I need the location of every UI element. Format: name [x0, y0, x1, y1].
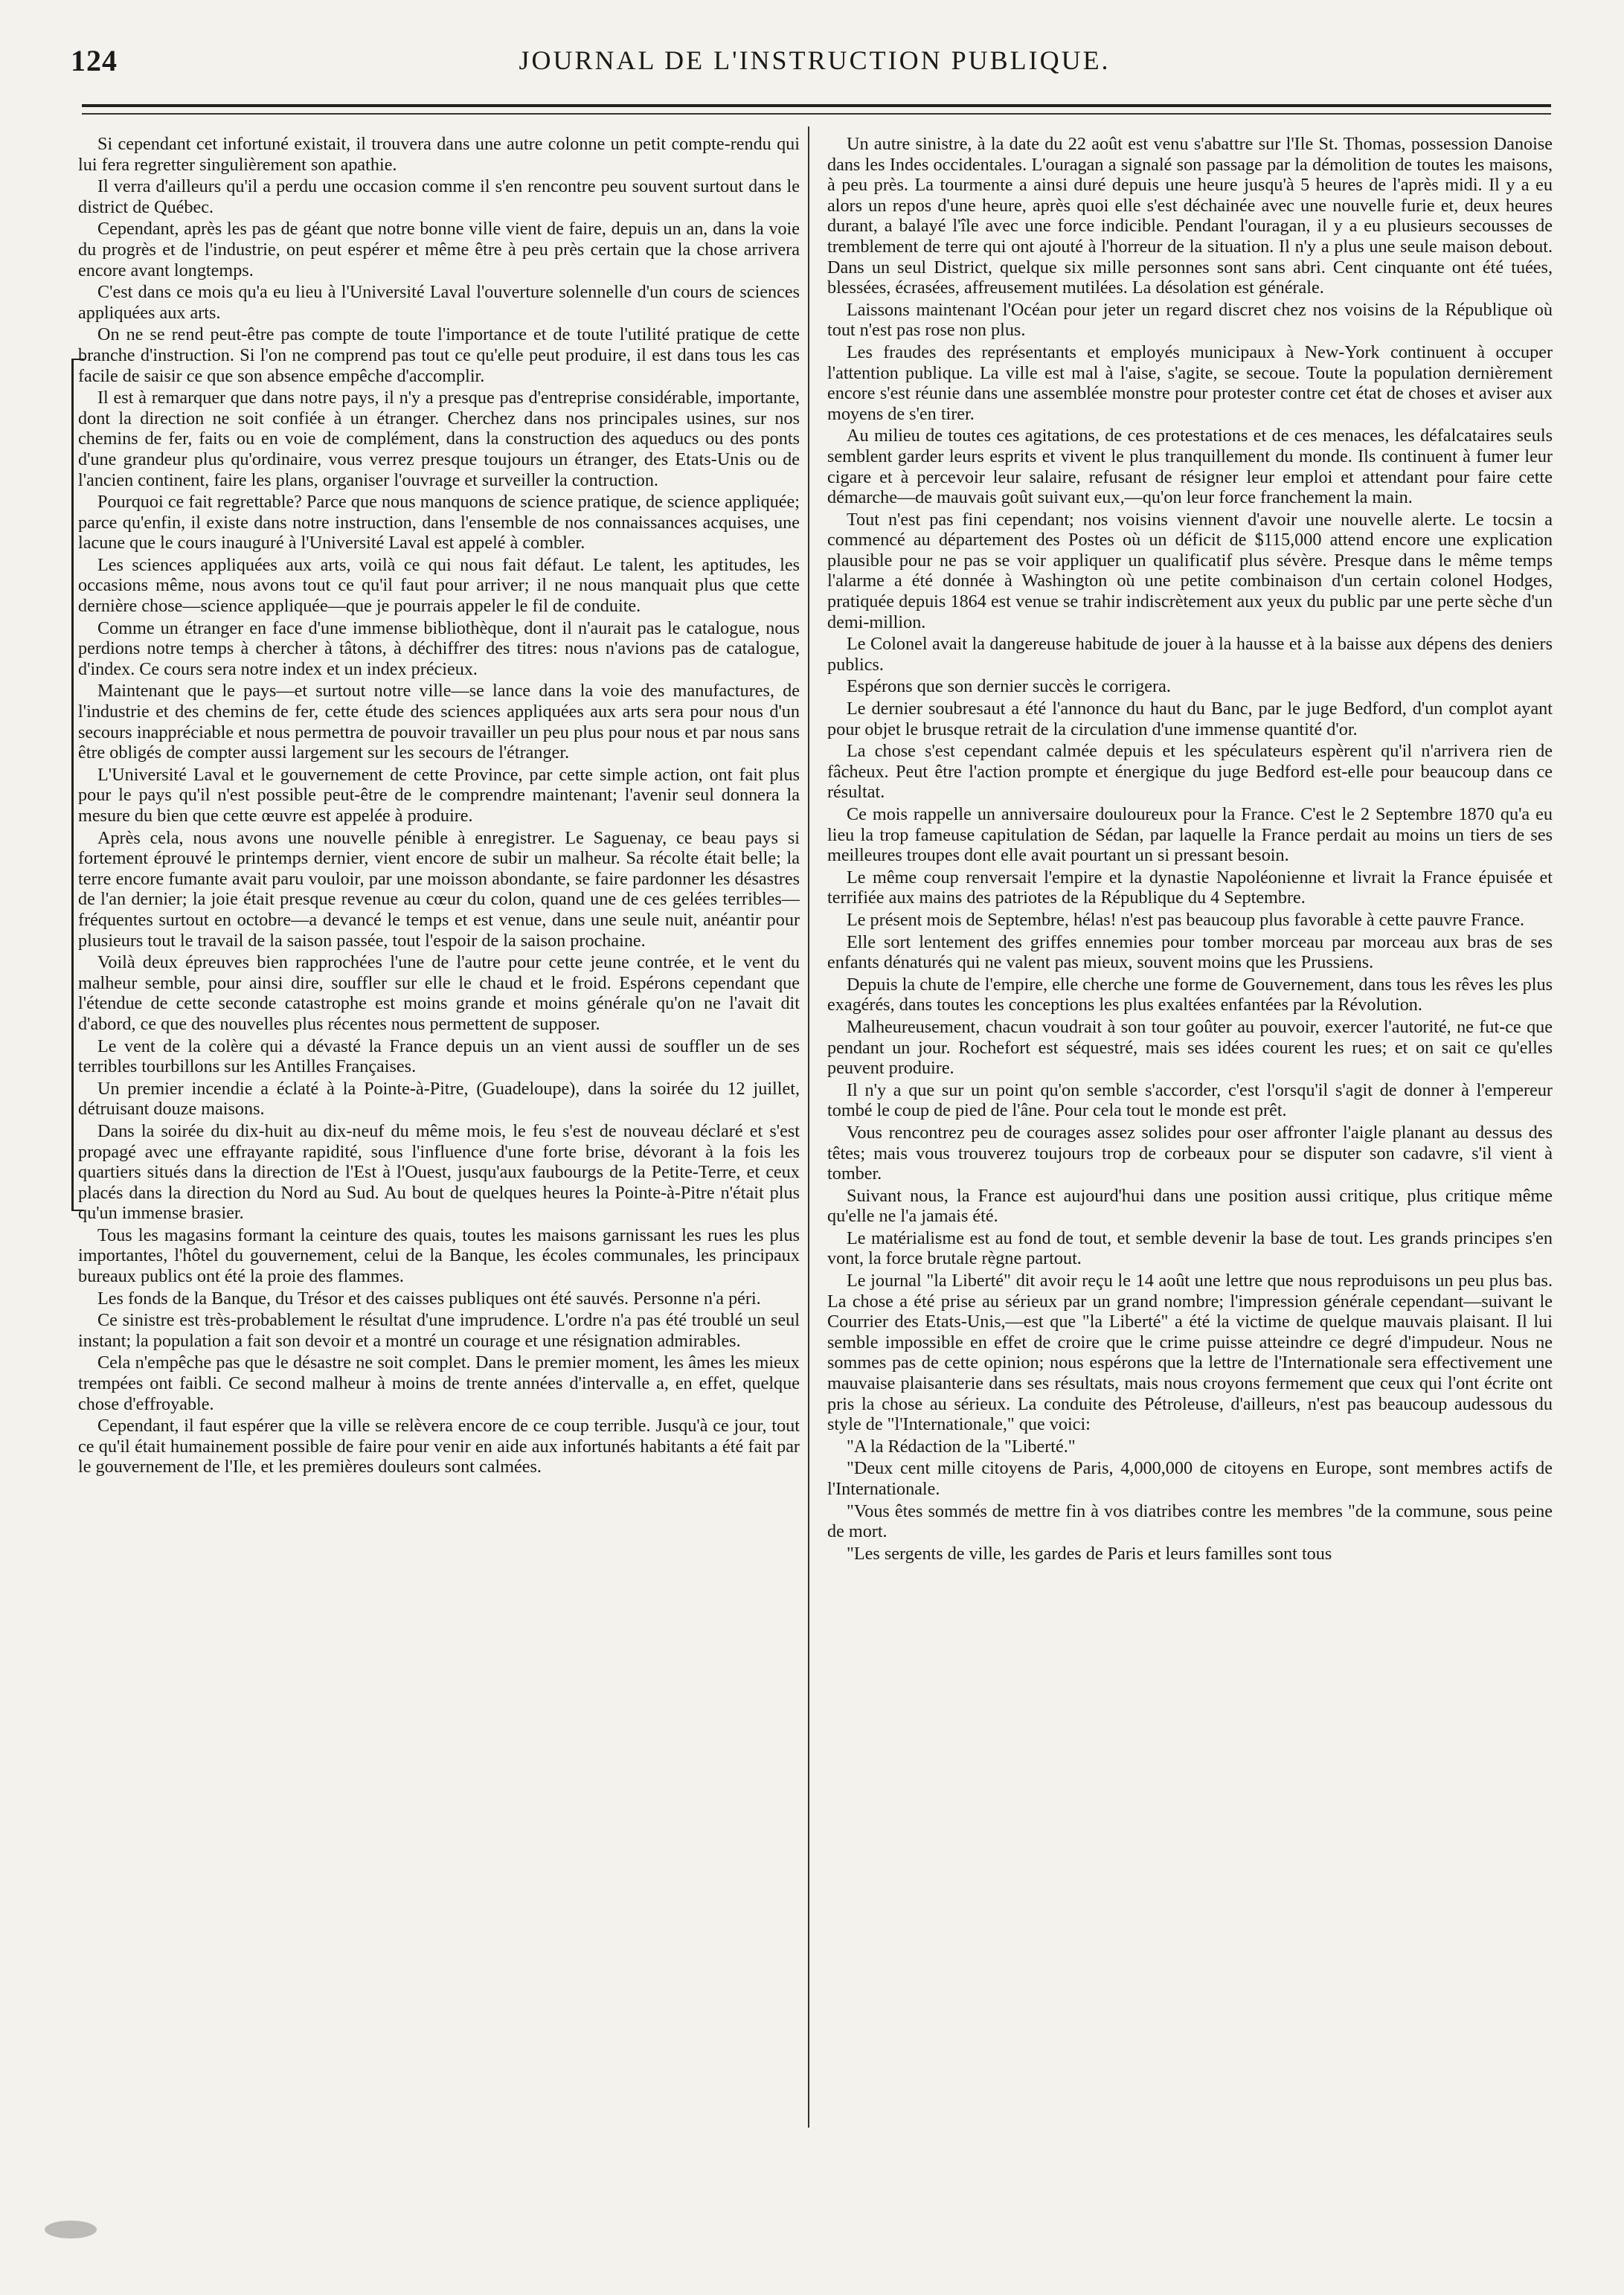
paragraph: Au milieu de toutes ces agitations, de ces protestations et de ces menaces, les défalcataires seuls semblent garder leurs esprits et vivent le plus tranquillement du monde. Ils continuent à fumer leur cigare et à percevoir leur salaire, refusant de résigner leur emploi et attendant pour faire cette démarche—de mauvais goût suivant eux,—qu'on leur force franchement la main. — [827, 426, 1553, 508]
paragraph: L'Université Laval et le gouvernement de cette Province, par cette simple action, ont fait plus pour le pays qu'il n'est possible peut-être de le comprendre maintenant; l'avenir seul donnera la mesure du bien que cette œuvre est appelée à produire. — [78, 764, 800, 826]
paragraph: Depuis la chute de l'empire, elle cherche une forme de Gouvernement, dans tous les rêves les plus exagérés, dans toutes les conceptions les plus exaltées enfantées par la Révolution. — [827, 974, 1553, 1015]
left-column — [78, 134, 800, 2142]
right-column — [827, 134, 1553, 2142]
paragraph: Le matérialisme est au fond de tout, et semble devenir la base de tout. Les grands principes s'en vont, la force brutale règne partout. — [827, 1227, 1553, 1269]
paragraph: Les sciences appliquées aux arts, voilà ce qui nous fait défaut. Le talent, les aptitudes, les occasions même, nous avons tout ce qu'il faut pour arriver; il ne nous manquait plus que cette dernière chose—science appliquée—que je pourrais appeler le fil de conduite. — [78, 554, 800, 617]
page-number: 124 — [71, 44, 118, 77]
ink-smudge — [45, 2221, 97, 2238]
paragraph: Un premier incendie a éclaté à la Pointe-à-Pitre, (Guadeloupe), dans la soirée du 12 juillet, détruisant douze maisons. — [78, 1078, 800, 1120]
paragraph: Laissons maintenant l'Océan pour jeter un regard discret chez nos voisins de la République où tout n'est pas rose non plus. — [827, 299, 1553, 341]
paragraph: "Deux cent mille citoyens de Paris, 4,000,000 de citoyens en Europe, sont membres actifs de l'Internationale. — [827, 1458, 1553, 1499]
paragraph: Malheureusement, chacun voudrait à son tour goûter au pouvoir, exercer l'autorité, ne fut-ce que pendant un jour. Rochefort est séquestré, mais ses idées courent les rues; et on sait ce qu'elles peuvent produire. — [827, 1016, 1553, 1079]
paragraph: Il n'y a que sur un point qu'on semble s'accorder, c'est l'orsqu'il s'agit de donner à l'empereur tombé le coup de pied de l'âne. Pour cela tout le monde est prêt. — [827, 1079, 1553, 1121]
page-header — [71, 43, 1559, 88]
paragraph: Cependant, il faut espérer que la ville se relèvera encore de ce coup terrible. Jusqu'à ce jour, tout ce qu'il était humainement possible de faire pour venir en aide aux infortunés habitants a été fait par le gouvernement de l'Ile, et les premières douleurs sont calmées. — [78, 1416, 800, 1477]
paragraph: Il est à remarquer que dans notre pays, il n'y a presque pas d'entreprise considérable, importante, dont la direction ne soit confiée à un étranger. Cherchez dans nos principales usines, sur nos chemins de fer, faits ou en voie de complément, dans la construction des aqueducs ou des ponts d'une grandeur plus qu'ordinaire, vous verrez presque toujours un étranger, des Etats-Unis ou de l'ancien continent, faire les plans, organiser l'ouvrage et surveiller la contruction. — [78, 388, 800, 490]
paragraph: Tout n'est pas fini cependant; nos voisins viennent d'avoir une nouvelle alerte. Le tocsin a commencé au département des Postes où un déficit de $115,000 attend encore une explication plausible pour ne pas se voir appliquer un qualificatif plus sévère. Presque dans le même temps l'alarme a été donnée à Washington où une petite combinaison d'un certain colonel Hodges, pratiquée depuis 1864 est venue se trahir indiscrètement aux yeux du public par une perte sèche d'un demi-million. — [827, 509, 1553, 632]
paragraph: Les fonds de la Banque, du Trésor et des caisses publiques ont été sauvés. Personne n'a péri. — [97, 1288, 761, 1309]
paragraph: Le présent mois de Septembre, hélas! n'est pas beaucoup plus favorable à cette pauvre France. — [847, 909, 1525, 930]
paragraph: Cela n'empêche pas que le désastre ne soit complet. Dans le premier moment, les âmes les mieux trempées ont faibli. Ce second malheur à moins de trente années d'intervalle a, en effet, quelque chose d'effroyable. — [78, 1352, 800, 1414]
paragraph: Le journal "la Liberté" dit avoir reçu le 14 août une lettre que nous reproduisons un peu plus bas. La chose a été prise au sérieux par un grand nombre; l'impression générale cependant—suivant le Courrier des Etats-Unis,—est que "la Liberté" a été la victime de quelque mauvais plaisant. Il lui semble impossible en effet de croire que le crime puisse atteindre ce degré d'impudeur. Nous ne sommes pas de cette opinion; nous espérons que la lettre de l'Internationale sera effectivement une mauvaise plaisanterie dans ses résultats, mais nous croyons fermement que ceux qui l'ont écrite ont pris la chose au sérieux. La conduite des Pétroleuse, d'ailleurs, n'est pas beaucoup audessous du style de "l'Internationale," que voici: — [827, 1271, 1553, 1435]
paragraph: Tous les magasins formant la ceinture des quais, toutes les maisons garnissant les rues les plus importantes, l'hôtel du gouvernement, celui de la Banque, les écoles communales, les principaux bureaux publics ont été la proie des flammes. — [78, 1224, 800, 1287]
paragraph: Espérons que son dernier succès le corrigera. — [847, 676, 1171, 697]
header-rule-thin — [82, 113, 1551, 115]
paragraph: La chose s'est cependant calmée depuis et les spéculateurs espèrent qu'il n'arrivera rien de fâcheux. Peut être l'action prompte et énergique du juge Bedford est-elle pour beaucoup dans ce résultat. — [827, 741, 1553, 803]
column-divider — [808, 126, 809, 2128]
paragraph: On ne se rend peut-être pas compte de toute l'importance et de toute l'utilité pratique de cette branche d'instruction. Si l'on ne comprend pas tout ce qu'elle peut produire, il est dans tous les cas facile de saisir ce que son absence empêche d'accomplir. — [78, 324, 800, 386]
paragraph: Ce mois rappelle un anniversaire douloureux pour la France. C'est le 2 Septembre 1870 qu'a eu lieu la trop fameuse capitulation de Sédan, par laquelle la France perdait au moins un tiers de ses meilleures troupes dont elle avait pourtant un si pressant besoin. — [827, 804, 1553, 866]
paragraph: Un autre sinistre, à la date du 22 août est venu s'abattre sur l'Ile St. Thomas, possession Danoise dans les Indes occidentales. L'ouragan a signalé son passage par la démolition de toutes les maisons, à peu près. La tourmente a ainsi duré depuis une heure jusqu'à 5 heures de l'après midi. Il y a eu alors un repos d'une heure, après quoi elle s'est déchainée avec une nouvelle furie et, deux heures durant, a balayé l'île avec une force indicible. Pendant l'ouragan, il y a eu plusieurs secousses de tremblement de terre qui ont ajouté à l'horreur de la situation. Il n'y a plus une seule maison debout. Dans un seul District, quelque six mille personnes sont sans abri. Cent cinquante ont été tuées, blessées, écrasées, affreusement mutilées. La désolation est générale. — [827, 134, 1553, 298]
paragraph: Comme un étranger en face d'une immense bibliothèque, dont il n'aurait pas le catalogue, nous perdions notre temps à chercher à tâtons, à déchiffrer des titres: nous n'avions pas de catalogue, d'index. Ce cours sera notre index et un index précieux. — [78, 617, 800, 679]
journal-title: JOURNAL DE L'INSTRUCTION PUBLIQUE. — [519, 45, 1111, 75]
paragraph: Pourquoi ce fait regrettable? Parce que nous manquons de science pratique, de science appliquée; parce qu'enfin, il existe dans notre instruction, dans l'ensemble de nos connaissances acquises, une lacune que le cours inauguré à l'Université Laval est appelé à combler. — [78, 492, 800, 553]
paragraph: Elle sort lentement des griffes ennemies pour tomber morceau par morceau aux bras de ses enfants dénaturés qui ne valent pas mieux, souvent moins que les Prussiens. — [827, 931, 1553, 973]
paragraph: "Les sergents de ville, les gardes de Paris et leurs familles sont tous — [847, 1543, 1332, 1564]
paragraph: Après cela, nous avons une nouvelle pénible à enregistrer. Le Saguenay, ce beau pays si fortement éprouvé le printemps dernier, vient encore de subir un malheur. Sa récolte était belle; la terre encore fumante avait paru vouloir, par une moisson abondante, se faire pardonner les désastres de l'an dernier; la joie était presque revenue au cœur du colon, quand une de ces gelées terribles—fréquentes surtout en octobre—a devancé le temps et est venue, dans une seule nuit, anéantir pour plusieurs tout le travail de la saison passée, tout l'espoir de la saison prochaine. — [78, 827, 800, 951]
header-rule-thick — [82, 104, 1551, 107]
paragraph: "Vous êtes sommés de mettre fin à vos diatribes contre les membres "de la commune, sous peine de mort. — [827, 1500, 1553, 1542]
paragraph: Le vent de la colère qui a dévasté la France depuis un an vient aussi de souffler un de ses terribles tourbillons sur les Antilles Françaises. — [78, 1036, 800, 1077]
paragraph: Le Colonel avait la dangereuse habitude de jouer à la hausse et à la baisse aux dépens des deniers publics. — [827, 634, 1553, 675]
paragraph: Le dernier soubresaut a été l'annonce du haut du Banc, par le juge Bedford, d'un complot ayant pour objet le brusque retrait de la circulation d'une immense quantité d'or. — [827, 699, 1553, 739]
paragraph: Maintenant que le pays—et surtout notre ville—se lance dans la voie des manufactures, de l'industrie et des chemins de fer, cette étude des sciences appliquées aux arts sera pour nous d'un secours inappréciable et nous permettra de pouvoir travailler un peu plus pour nous et par nous sans être obligés de compter aussi largement sur les secours de l'étranger. — [78, 681, 800, 763]
paragraph: Ce sinistre est très-probablement le résultat d'une imprudence. L'ordre n'a pas été troublé un seul instant; la population a fait son devoir et a montré un courage et une résignation admirables. — [78, 1310, 800, 1351]
paragraph: Si cependant cet infortuné existait, il trouvera dans une autre colonne un petit compte-rendu qui lui fera regretter singulièrement son apathie. — [78, 134, 800, 175]
paragraph: Dans la soirée du dix-huit au dix-neuf du même mois, le feu s'est de nouveau déclaré et s'est propagé avec une effrayante rapidité, sous l'influence d'une forte brise, dévorant à la fois les quartiers situés dans la direction de l'Est à l'Ouest, jusqu'aux faubourgs de la Petite-Terre, et ceux placés dans la direction du Nord au Sud. Au bout de quelques heures la Pointe-à-Pitre n'était plus qu'un immense brasier. — [78, 1120, 800, 1224]
paragraph: C'est dans ce mois qu'a eu lieu à l'Université Laval l'ouverture solennelle d'un cours de sciences appliquées aux arts. — [78, 282, 800, 323]
paragraph: Les fraudes des représentants et employés municipaux à New-York continuent à occuper l'attention publique. La ville est mal à l'aise, s'agite, se secoue. Toute la population dernièrement encore s'est réunie dans une assemblée monstre pour protester contre cet état de choses et aviser aux moyens de s'en tirer. — [827, 341, 1553, 424]
paragraph: "A la Rédaction de la "Liberté." — [847, 1436, 1076, 1457]
paragraph: Suivant nous, la France est aujourd'hui dans une position aussi critique, plus critique même qu'elle ne l'a jamais été. — [827, 1185, 1553, 1227]
paragraph: Il verra d'ailleurs qu'il a perdu une occasion comme il s'en rencontre peu souvent surtout dans le district de Québec. — [78, 176, 800, 217]
paragraph: Le même coup renversait l'empire et la dynastie Napoléonienne et livrait la France épuisée et terrifiée aux mains des patriotes de la République du 4 Septembre. — [827, 867, 1553, 908]
paragraph: Vous rencontrez peu de courages assez solides pour oser affronter l'aigle planant au dessus des têtes; mais vous trouverez toujours trop de corbeaux pour se disputer son cadavre, s'il vient à tomber. — [827, 1122, 1553, 1184]
paragraph: Voilà deux épreuves bien rapprochées l'une de l'autre pour cette jeune contrée, et le vent du malheur semble, pour ainsi dire, souffler sur elle le chaud et le froid. Espérons cependant que l'étendue de cette seconde catastrophe est moins grande et moins générale qu'on ne l'avait dit d'abord, ce que des nouvelles plus récentes nous permettent de supposer. — [78, 952, 800, 1034]
paragraph: Cependant, après les pas de géant que notre bonne ville vient de faire, depuis un an, dans la voie du progrès et de l'industrie, on peut espérer et même être à peu près certain que la chose arrivera encore avant longtemps. — [78, 219, 800, 280]
